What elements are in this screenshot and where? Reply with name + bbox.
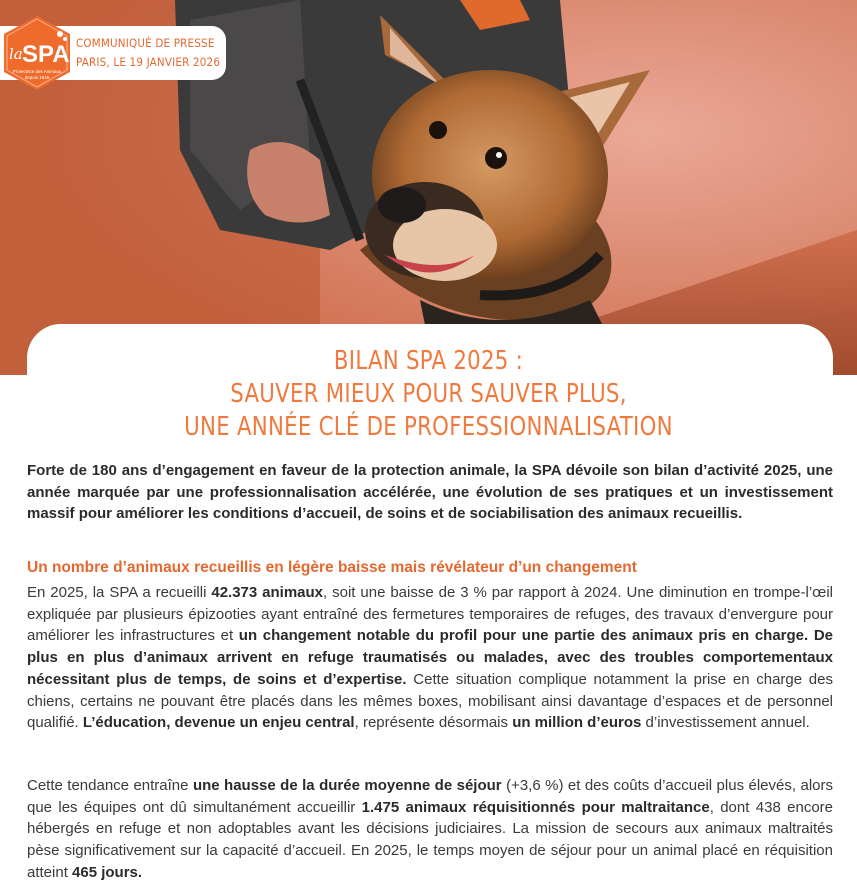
section-heading: Un nombre d’animaux recueillis en légère baisse mais révélateur d’un changement <box>27 559 637 576</box>
svg-text:depuis 1845: depuis 1845 <box>24 75 50 80</box>
title-line-1: BILAN SPA 2025 : <box>333 346 524 376</box>
title-line-2: SAUVER MIEUX POUR SAUVER PLUS, <box>230 379 627 409</box>
press-info <box>76 34 220 72</box>
svg-text:SPA: SPA <box>22 41 70 68</box>
requisitioned-animals: 1.475 animaux réquisitionnés pour maltraitance <box>361 798 710 816</box>
stay-days: 465 jours. <box>72 863 143 881</box>
lead-paragraph: Forte de 180 ans d’engagement en faveur de la protection animale, la SPA dévoile son bilan d’activité 2025, une année marquée par une professionnalisation accélérée, une évolution de ses pratiques et un investissement massif pour améliorer les conditions d’accueil, de soins et de sociabilisation des animaux recueillis. <box>27 462 833 522</box>
place-date: PARIS, LE 19 JANVIER 2026 <box>76 55 221 69</box>
doc-type: COMMUNIQUÉ DE PRESSE <box>76 36 215 50</box>
title-line-3: UNE ANNÉE CLÉ DE PROFESSIONNALISATION <box>184 412 673 442</box>
investment-amount: un million d’euros <box>512 714 642 732</box>
svg-text:Protectrice des Animaux: Protectrice des Animaux <box>12 69 62 74</box>
stay-duration: une hausse de la durée moyenne de séjour <box>192 777 502 794</box>
body-paragraph-2: Cette tendance entraîne une hausse de la durée moyenne de séjour (+3,6 %) et des coûts d’accueil plus élevés, alors que les équipes ont dû simultanément accueillir 1.475 animaux réquisitionnés pour maltraitance, dont 438 encore hébergés en refuge et non adoptables avant les décisions judiciaires. La mission de secours aux animaux maltraités pèse significativement sur la capacité d’accueil. En 2025, le temps moyen de séjour pour un animal placé en réquisition atteint 465 jours. <box>27 777 833 881</box>
profile-change: un changement notable du profil pour une partie des animaux pris en charge. De plus en plus d’animaux arrivent en refuge traumatisés ou malades, avec des troubles comportementaux nécessitant plus de temps, de soins et d’expertise. <box>27 627 834 688</box>
svg-text:la: la <box>9 45 23 63</box>
education-stake: L’éducation, devenue un enjeu central <box>82 714 355 732</box>
press-title <box>77 345 780 444</box>
stat-animals: 42.373 animaux <box>211 584 324 601</box>
body-paragraph-1: En 2025, la SPA a recueilli 42.373 animaux, soit une baisse de 3 % par rapport à 2024. Une diminution en trompe-l’œil expliquée par plusieurs épizooties ayant entraîné des fermetures temporaires de refuges, des travaux d’envergure pour améliorer les infrastructures et un changement notable du profil pour une partie des animaux pris en charge. De plus en plus d’animaux arrivent en refuge traumatisés ou malades, avec des troubles comportementaux nécessitant plus de temps, de soins et d’expertise. Cette situation complique notamment la prise en charge des chiens, certains ne pouvant être placés dans les mêmes boxes, mobilisant ainsi davantage d’espaces et de personnel qualifié. L’éducation, devenue un enjeu central, représente désormais un million d’euros d’investissement annuel. <box>27 584 834 732</box>
spa-logo[interactable] <box>0 14 74 92</box>
